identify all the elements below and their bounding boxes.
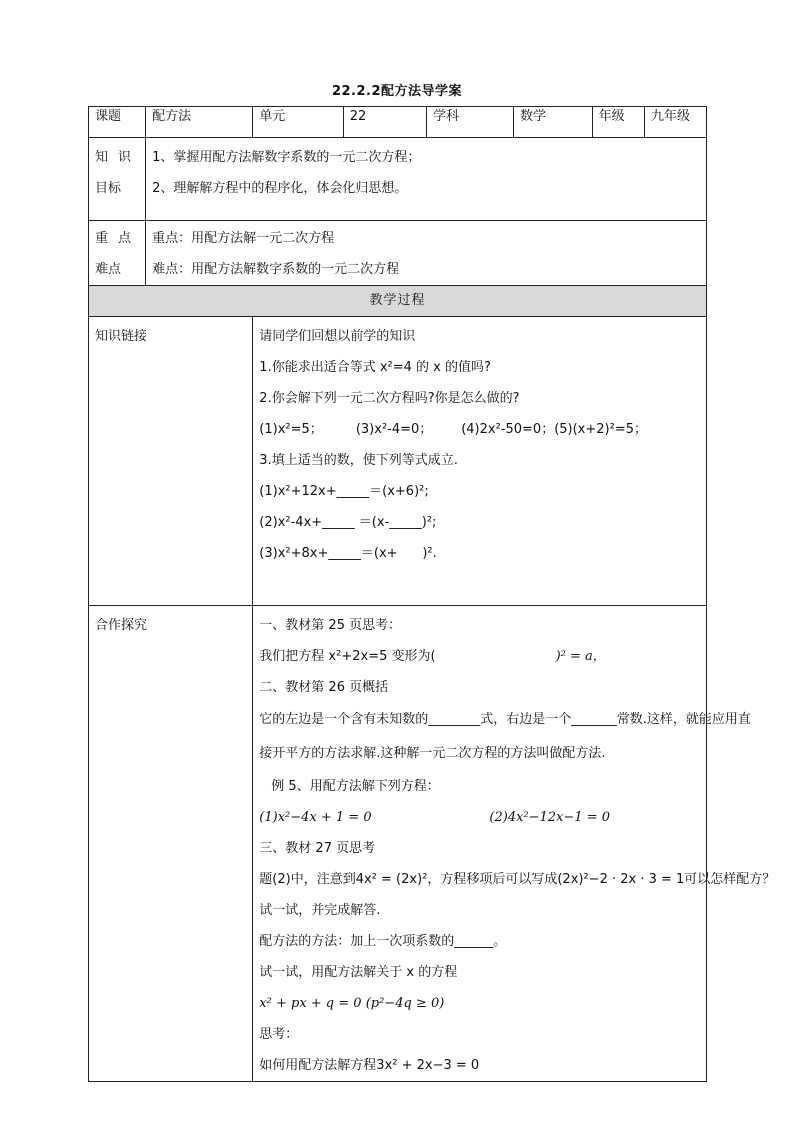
coop-label-text: 合作探究 [95, 618, 148, 633]
grade-label: 年级 [592, 107, 644, 138]
example-equation-1: (1)x²−4x + 1 = 0 [259, 810, 372, 825]
coop-line-3: 二、教材第 26 页概括 [259, 680, 389, 695]
link-line-3: (1)x²=5； (3)x²-4=0； (4)2x²-50=0；(5)(x+2)²=5； [259, 422, 647, 437]
difficult-point: 难点：用配方法解数字系数的一元二次方程 [152, 262, 400, 277]
topic-label: 课题 [89, 107, 146, 138]
link-label [89, 317, 253, 606]
goal-line-2: 2、理解解方程中的程序化，体会化归思想。 [152, 181, 408, 196]
unit-label: 单元 [253, 107, 343, 138]
subject-label: 学科 [427, 107, 514, 138]
coop-row [89, 606, 707, 1082]
coop-line-11: 配方法的方法：加上一次项系数的______。 [259, 934, 507, 949]
coop-label [89, 606, 253, 1082]
link-line-4: 3.填上适当的数，使下列等式成立. [259, 453, 458, 468]
link-line-2: 2.你会解下列一元二次方程吗?你是怎么做的? [259, 391, 520, 406]
coop-line-7 [259, 802, 700, 833]
keypoints-row [89, 221, 707, 286]
process-heading-row [89, 286, 707, 317]
coop-line-6: 例 5、用配方法解下列方程： [271, 779, 440, 794]
topic-value: 配方法 [146, 107, 253, 138]
example-equation-2: (2)4x²−12x−1 = 0 [489, 810, 610, 825]
header-row [89, 107, 707, 138]
goals-row [89, 138, 707, 221]
unit-value: 22 [343, 107, 426, 138]
process-heading: 教学过程 [89, 286, 707, 317]
subject-value: 数学 [514, 107, 593, 138]
coop-line-15: 如何用配方法解方程3x² + 2x−3 = 0 [259, 1058, 480, 1073]
link-line-6: (2)x²-4x+_____ ＝(x-_____)²; [259, 515, 437, 530]
coop-line-12: 试一试，用配方法解关于 x 的方程 [259, 965, 458, 980]
goals-label [89, 138, 146, 221]
key-point: 重点：用配方法解一元二次方程 [152, 231, 335, 246]
coop-line-10: 试一试，并完成解答. [259, 903, 381, 918]
link-row [89, 317, 707, 606]
coop-line-9: 题(2)中，注意到4x² = (2x)²，方程移项后可以写成(2x)²−2 · 2x · 3 = 1可以怎样配方？ [259, 872, 776, 887]
coop-content [253, 606, 776, 1082]
page-title: 22.2.2配方法导学案 [331, 84, 463, 99]
goals-label-bottom: 目标 [95, 181, 122, 196]
keypoints-label-bottom: 难点 [95, 262, 122, 277]
coop-line-5: 接开平方的方法求解.这种解一元二次方程的方法叫做配方法. [259, 746, 606, 761]
coop-line-14: 思考： [259, 1027, 299, 1042]
link-line-7: (3)x²+8x+_____＝(x+ )². [259, 546, 437, 561]
goals-content [146, 138, 707, 221]
coop-line-2-pre: 我们把方程 x²+2x=5 变形为( [259, 649, 436, 664]
keypoints-label [89, 221, 146, 286]
goals-label-top: 知识 [95, 150, 142, 165]
keypoints-content [146, 221, 707, 286]
grade-value: 九年级 [645, 107, 707, 138]
link-line-5: (1)x²+12x+_____＝(x+6)²; [259, 484, 429, 499]
keypoints-label-top: 重点 [95, 231, 142, 246]
link-content [253, 317, 707, 606]
coop-line-4: 它的左边是一个含有未知数的________式，右边是一个_______常数.这样，就能应用直 [259, 712, 751, 727]
lesson-table [88, 106, 776, 1082]
coop-line-13: x² + px + q = 0 (p²−4q ≥ 0) [259, 996, 445, 1011]
coop-line-1: 一、教材第 25 页思考： [259, 618, 402, 633]
coop-line-2-post: )² = a， [555, 649, 606, 664]
link-line-0: 请同学们回想以前学的知识 [259, 329, 416, 344]
link-line-1: 1.你能求出适合等式 x²=4 的 x 的值吗? [259, 360, 491, 375]
goal-line-1: 1、掌握用配方法解数字系数的一元二次方程； [152, 150, 421, 165]
coop-line-2 [259, 641, 700, 672]
link-label-text: 知识链接 [95, 329, 148, 344]
coop-line-8: 三、教材 27 页思考 [259, 841, 376, 856]
